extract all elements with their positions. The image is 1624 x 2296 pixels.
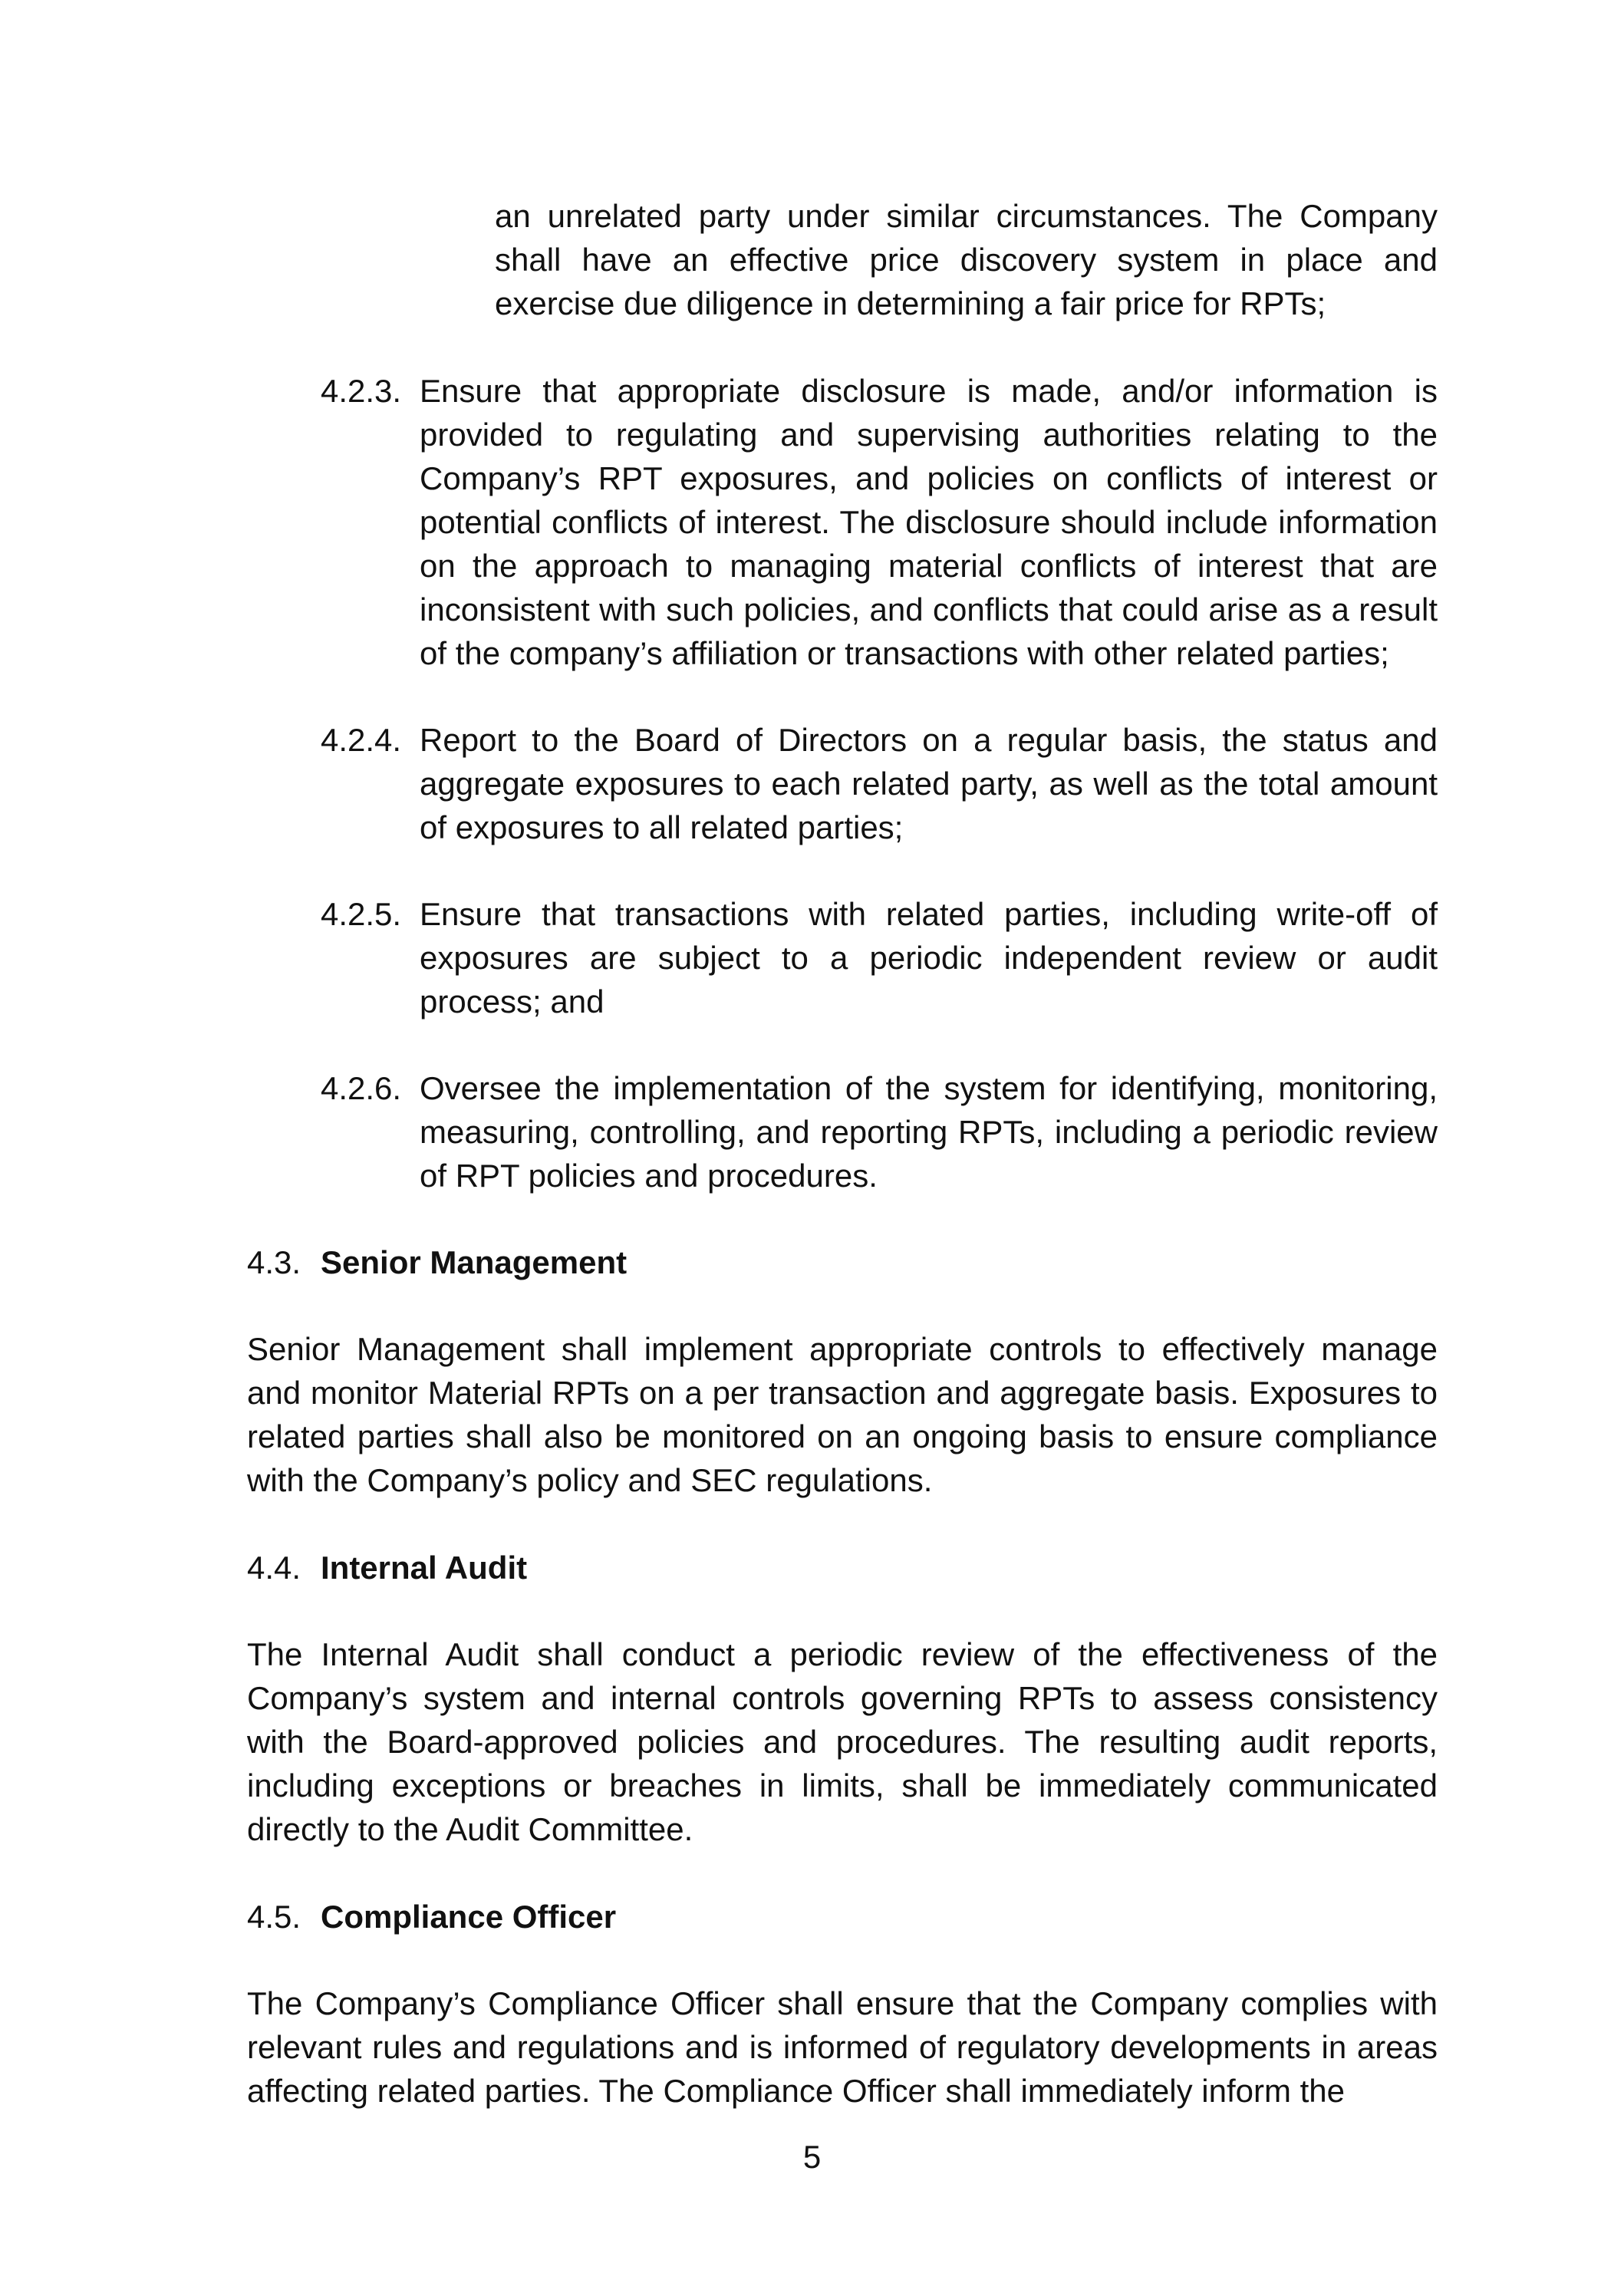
section-number: 4.4. [247, 1550, 301, 1586]
list-item-4-2-3 [321, 369, 1438, 675]
section-body-4-3: Senior Management shall implement appropriate controls to effectively manage and monitor Material RPTs on a per transaction and aggregate basis. Exposures to related parties shall also be monitored on an ongoing basis to ensure compliance with the Company’s policy and SEC regulations. [247, 1331, 1438, 1498]
section-title: Senior Management [321, 1244, 628, 1280]
section-heading-4-5 [247, 1895, 616, 1939]
section-body-4-5: The Company’s Compliance Officer shall ensure that the Company complies with relevant rules and regulations and is informed of regulatory developments in areas affecting related parties. The Compliance Officer shall immediately inform the [247, 1985, 1438, 2109]
section-number: 4.3. [247, 1244, 301, 1280]
item-text: Oversee the implementation of the system for identifying, monitoring, measuring, controlling, and reporting RPTs, including a periodic review of RPT policies and procedures. [420, 1070, 1438, 1194]
item-text: Report to the Board of Directors on a regular basis, the status and aggregate exposures to each related party, as well as the total amount of exposures to all related parties; [420, 722, 1438, 845]
page-number: 5 [802, 2139, 822, 2175]
item-number: 4.2.3. [321, 373, 402, 409]
item-number: 4.2.5. [321, 896, 402, 932]
item-text: Ensure that appropriate disclosure is made, and/or information is provided to regulating and supervising authorities relating to the Company’s RPT exposures, and policies on conflicts of interest or potential conflicts of interest. The disclosure should include information on the approach to managing material conflicts of interest that are inconsistent with such policies, and conflicts that could arise as a result of the company’s affiliation or transactions with other related parties; [420, 373, 1438, 671]
item-number: 4.2.6. [321, 1070, 402, 1106]
continuation-paragraph: an unrelated party under similar circumstances. The Company shall have an effective price discovery system in place and exercise due diligence in determining a fair price for RPTs; [495, 198, 1438, 321]
section-title: Internal Audit [321, 1550, 528, 1586]
list-item-4-2-6 [321, 1066, 1438, 1197]
section-body-4-4: The Internal Audit shall conduct a periodic review of the effectiveness of the Company’s system and internal controls governing RPTs to assess consistency with the Board-approved policies and procedures. The resulting audit reports, including exceptions or breaches in limits, shall be immediately communicated directly to the Audit Committee. [247, 1636, 1438, 1847]
item-number: 4.2.4. [321, 722, 402, 758]
section-title: Compliance Officer [321, 1899, 617, 1935]
section-heading-4-4 [247, 1546, 527, 1589]
section-number: 4.5. [247, 1899, 301, 1935]
list-item-4-2-4 [321, 718, 1438, 849]
item-text: Ensure that transactions with related parties, including write-off of exposures are subject to a periodic independent review or audit process; and [420, 896, 1438, 1020]
list-item-4-2-5 [321, 892, 1438, 1023]
section-heading-4-3 [247, 1240, 627, 1284]
